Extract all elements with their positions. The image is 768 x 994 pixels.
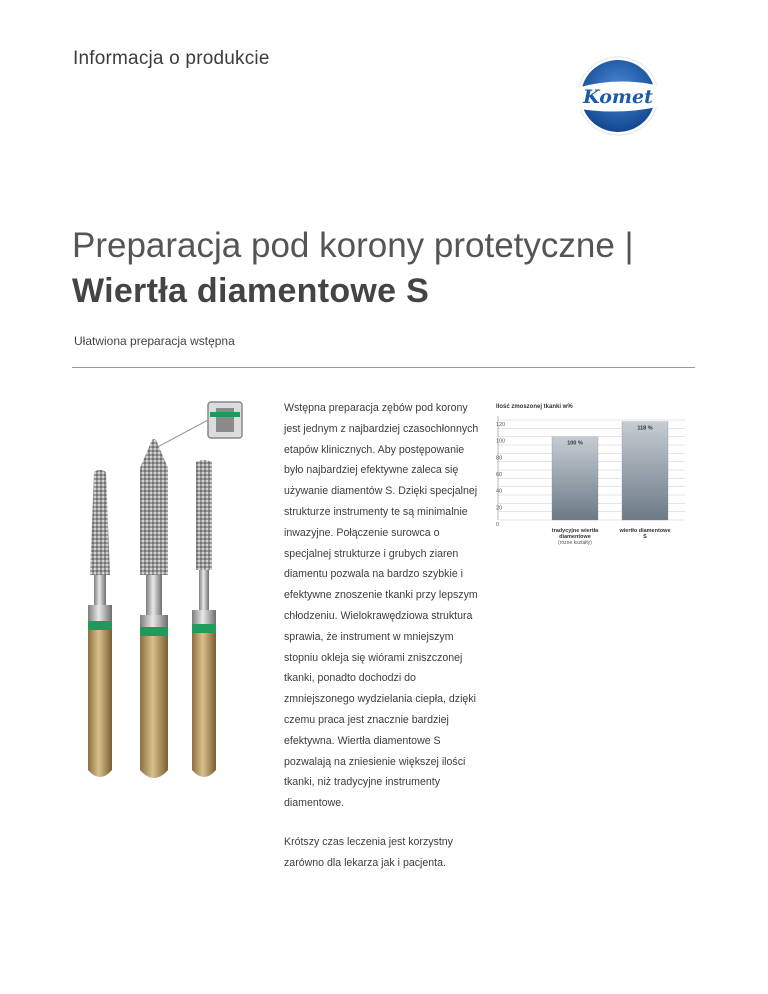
chart-category-label: diamentowe <box>559 534 591 540</box>
chart-ytick-label: 100 <box>496 438 506 445</box>
document-header-label: Informacja o produkcie <box>73 48 270 69</box>
bur-left <box>88 470 112 777</box>
logo-text: Komet <box>583 86 653 108</box>
bur-right <box>192 460 216 777</box>
chart-ytick-label: 80 <box>496 455 503 462</box>
chart-title: Ilość zmoszonej tkanki w% <box>496 404 573 410</box>
chart-ytick-label: 0 <box>496 522 500 528</box>
body-text <box>284 398 484 874</box>
chart-ytick-label: 40 <box>496 488 503 495</box>
title-line-1: Preparacja pod korony protetyczne | <box>72 226 634 265</box>
chart-category-note: (różne kształty) <box>558 540 592 546</box>
chart-bar <box>622 422 668 520</box>
chart-category-label: wiertło diamentowe <box>619 528 671 534</box>
divider-line <box>72 367 695 368</box>
komet-logo <box>552 56 688 136</box>
body-paragraph-1: Wstępna preparacja zębów pod korony jest jednym z najbardziej czasochłonnych etapów klinicznych. Aby postępowanie było najbardziej efektywne zaleca się używanie diamentów S. Dzięki specjalnej strukturze instrumenty te są minimalnie inwazyjne. Połączenie surowca o specjalnej strukturze i grubych ziaren diamentu pozwala na bardzo szybkie i efektywne znoszenie tkanki przy lepszym chłodzeniu. Wielokrawędziowa struktura sprawia, że instrument w mniejszym stopniu okleja się wiórami zniszczonej tkanki, ponadto dochodzi do zmniejszonego wydzielania ciepła, dzięki czemu praca jest znacznie bardziej efektywna. Wiertła diamentowe S pozwalają na zniesienie większej ilości tkanki, niż tradycyjne instrumenty diamentowe. <box>284 402 479 810</box>
dental-burs-illustration <box>70 400 270 785</box>
chart-ytick-label: 60 <box>496 472 503 478</box>
chart-ytick-label: 20 <box>496 505 503 512</box>
subtitle: Ułatwiona preparacja wstępna <box>74 334 235 348</box>
bur-middle <box>140 439 168 778</box>
chart-category-label: S <box>643 534 647 540</box>
chart-bar <box>552 437 598 520</box>
chart-value-label: 100 % <box>567 440 583 447</box>
chart-value-label: 118 % <box>637 425 653 432</box>
tissue-removal-chart <box>480 398 690 578</box>
title-line-2: Wiertła diamentowe S <box>72 272 430 310</box>
chart-category-label: tradycyjne wiertła <box>551 528 599 534</box>
body-paragraph-2: Krótszy czas leczenia jest korzystny zarówno dla lekarza jak i pacjenta. <box>284 835 453 869</box>
chart-ytick-label: 120 <box>496 422 506 428</box>
